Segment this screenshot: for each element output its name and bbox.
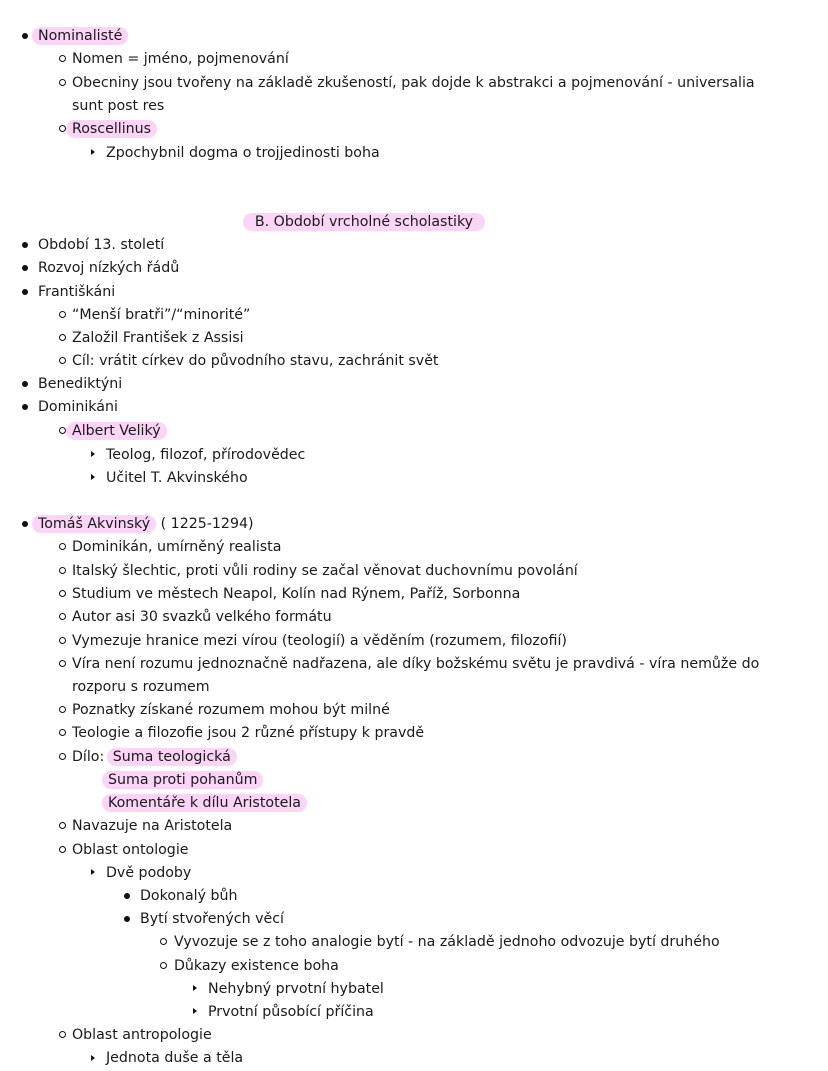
item-dve-podoby: Dvě podoby: [106, 865, 192, 881]
item-nominaliste: [38, 25, 128, 48]
bullet-triangle: [91, 474, 95, 480]
bullet-circle: [59, 846, 66, 853]
bullet-disc: [22, 521, 28, 527]
bullet-disc: [124, 916, 130, 922]
bullet-circle: [59, 753, 66, 760]
bullet-circle: [59, 637, 66, 644]
item-antropologie: Oblast antropologie: [72, 1027, 212, 1043]
highlighted-text: Albert Veliký: [66, 422, 167, 440]
item-prvotni: Prvotní působící příčina: [208, 1004, 374, 1020]
item-dilo-2: [108, 769, 263, 792]
item-autor: Autor asi 30 svazků velkého formátu: [72, 609, 332, 625]
bullet-circle: [59, 613, 66, 620]
item-zalozil: Založil František z Assisi: [72, 330, 244, 346]
bullet-circle: [59, 567, 66, 574]
bullet-circle: [160, 962, 167, 969]
item-teologie: Teologie a filozofie jsou 2 různé přístupy k pravdě: [72, 725, 425, 741]
item-vira-cont: rozporu s rozumem: [72, 679, 210, 695]
bullet-circle: [59, 706, 66, 713]
highlighted-text: Komentáře k dílu Aristotela: [102, 794, 307, 812]
item-byti: Bytí stvořených věcí: [140, 911, 284, 927]
item-dilo: [72, 746, 237, 769]
item-ontologie: Oblast ontologie: [72, 842, 189, 858]
item-dukazy: Důkazy existence boha: [174, 958, 339, 974]
bullet-disc: [22, 289, 28, 295]
bullet-disc: [22, 381, 28, 387]
bullet-circle: [59, 660, 66, 667]
item-albert: [72, 420, 167, 443]
bullet-circle: [59, 334, 66, 341]
bullet-circle: [59, 590, 66, 597]
bullet-circle: [59, 427, 66, 434]
bullet-circle: [160, 938, 167, 945]
item-frantiskani: Františkáni: [38, 284, 116, 300]
bullet-disc: [124, 893, 130, 899]
item-nomen: Nomen = jméno, pojmenování: [72, 51, 289, 67]
bullet-circle: [59, 729, 66, 736]
highlighted-text: Roscellinus: [66, 120, 157, 138]
item-poznatky: Poznatky získané rozumem mohou být milné: [72, 702, 390, 718]
dilo-label: Dílo:: [72, 749, 105, 765]
section-heading: [0, 211, 728, 234]
item-dominikan: Dominikán, umírněný realista: [72, 539, 282, 555]
highlighted-text: Suma teologická: [107, 748, 237, 766]
highlighted-text: Nominalisté: [32, 27, 128, 45]
bullet-circle: [59, 311, 66, 318]
item-vymezuje: Vymezuje hranice mezi vírou (teologií) a věděním (rozumem, filozofií): [72, 633, 567, 649]
item-dokonaly: Dokonalý bůh: [140, 888, 238, 904]
bullet-triangle: [91, 451, 95, 457]
item-cil: Cíl: vrátit církev do původního stavu, zachránit svět: [72, 353, 439, 369]
highlighted-text: Tomáš Akvinský: [32, 515, 156, 533]
bullet-triangle: [193, 1008, 197, 1014]
item-dominikani: Dominikáni: [38, 399, 118, 415]
item-tomas: [38, 513, 254, 536]
bullet-circle: [59, 822, 66, 829]
item-rozvoj: Rozvoj nízkých řádů: [38, 260, 180, 276]
item-zpochybnil: Zpochybnil dogma o trojjedinosti boha: [106, 145, 380, 161]
item-obdobi: Období 13. století: [38, 237, 165, 253]
item-nehybny: Nehybný prvotní hybatel: [208, 981, 384, 997]
item-benediktyni: Benediktýni: [38, 376, 123, 392]
item-studium: Studium ve městech Neapol, Kolín nad Rýnem, Paříž, Sorbonna: [72, 586, 521, 602]
bullet-circle: [59, 357, 66, 364]
tomas-years: ( 1225-1294): [160, 516, 254, 532]
bullet-triangle: [91, 869, 95, 875]
bullet-circle: [59, 55, 66, 62]
bullet-triangle: [91, 1055, 95, 1061]
item-jednota: Jednota duše a těla: [106, 1050, 244, 1066]
item-navazuje: Navazuje na Aristotela: [72, 818, 233, 834]
item-obecniny: Obecniny jsou tvořeny na základě zkušeností, pak dojde k abstrakci a pojmenování - universalia: [72, 75, 755, 91]
item-ucitel: Učitel T. Akvinského: [106, 470, 248, 486]
bullet-disc: [22, 265, 28, 271]
bullet-disc: [22, 33, 28, 39]
item-dilo-3: [108, 792, 307, 815]
highlighted-heading: B. Období vrcholné scholastiky: [243, 213, 485, 231]
item-italsky: Italský šlechtic, proti vůli rodiny se začal věnovat duchovnímu povolání: [72, 563, 578, 579]
bullet-disc: [22, 242, 28, 248]
bullet-triangle: [91, 149, 95, 155]
highlighted-text: Suma proti pohanům: [102, 771, 263, 789]
bullet-circle: [59, 543, 66, 550]
bullet-disc: [22, 404, 28, 410]
item-mensi: “Menší bratři”/“minorité”: [72, 307, 251, 323]
bullet-circle: [59, 1031, 66, 1038]
bullet-triangle: [193, 985, 197, 991]
item-obecniny-cont: sunt post res: [72, 98, 165, 114]
item-teolog: Teolog, filozof, přírodovědec: [106, 447, 306, 463]
bullet-circle: [59, 79, 66, 86]
item-vira: Víra není rozumu jednoznačně nadřazena, ale díky božskému světu je pravdivá - víra nemůže do: [72, 656, 760, 672]
item-vyvozuje: Vyvozuje se z toho analogie bytí - na základě jednoho odvozuje bytí druhého: [174, 934, 720, 950]
bullet-circle: [59, 125, 66, 132]
item-roscellinus: [72, 118, 157, 141]
